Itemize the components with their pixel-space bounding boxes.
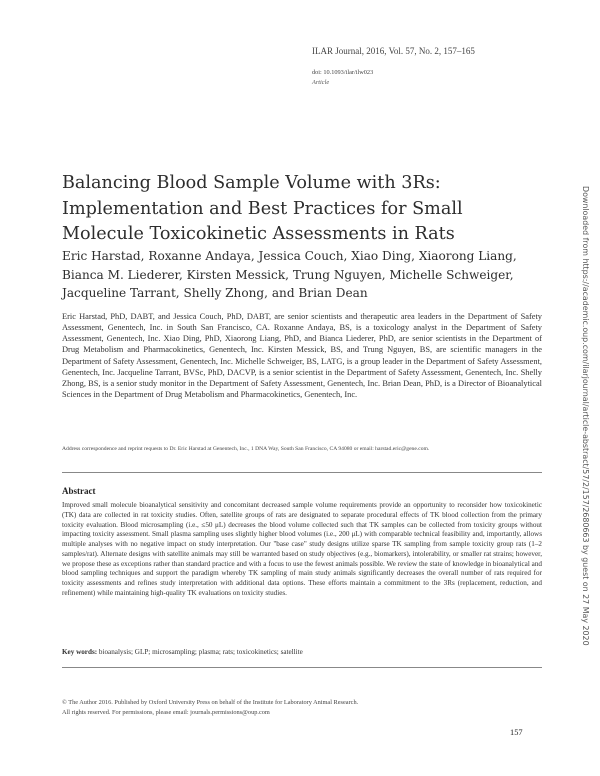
author-list: Eric Harstad, Roxanne Andaya, Jessica Couch, Xiao Ding, Xiaorong Liang, Bianca M. Liederer, Kirsten Messick, Trung Nguyen, Michelle Schweiger, Jacqueline Tarrant, Shelly Zhong, and Brian Dean bbox=[62, 249, 517, 301]
author-affiliations: Eric Harstad, PhD, DABT, and Jessica Couch, PhD, DABT, are senior scientists and therapeutic area leaders in the Department of Safety Assessment, Genentech, Inc. in South San Francisco, CA. Roxanne Andaya, BS, is a toxicology analyst in the Department of Safety Assessment, Genentech, Inc. Xiao Ding, PhD, Xiaorong Liang, PhD, and Bianca Liederer, PhD, are senior scientists in the Department of Drug Metabolism and Pharmacokinetics, Genentech, Inc. Kirsten Messick, BS, and Trung Nguyen, BS, are scientific managers in the Department of Safety Assessment, Genentech, Inc. Michelle Schweiger, BS, LATG, is a group leader in the Department of Safety Assessment, Genentech, Inc. Jacqueline Tarrant, BVSc, PhD, DACVP, is a senior scientist in the Department of Safety Assessment, Genentech, Inc. Shelly Zhong, BS, is a senior study monitor in the Department of Safety Assessment, Genentech, Inc. Brian Dean, PhD, is a Director of Bioanalytical Sciences in the Department of Drug Metabolism and Pharmacokinetics, Genentech, Inc. bbox=[62, 312, 542, 400]
keywords-text: bioanalysis; GLP; microsampling; plasma; rats; toxicokinetics; satellite bbox=[98, 648, 303, 656]
copyright-notice bbox=[62, 698, 542, 718]
abstract-body: Improved small molecule bioanalytical sensitivity and concomitant decreased sample volume requirements provide an opportunity to reconsider how toxicokinetic (TK) data are collected in rat toxicity studies. Often, satellite groups of rats are designated to separate procedural effects of TK blood collection from the primary toxicity evaluation. Blood microsampling (i.e., ≤50 μL) decreases the blood volume collected such that TK samples can be collected from toxicity groups without impacting toxicity assessment. Small plasma sampling uses slightly higher blood volumes (i.e., 200 μL) with comparable technical feasibility and, importantly, allows multiple analyses with no negative impact on study interpretation. Our "base case" study designs utilize sparse TK sampling from sample toxicity group rats (1–2 samples/rat). Alternate designs with satellite animals may still be warranted based on study objectives (e.g., biomarkers), intolerability, or smaller rat strains; however, we propose these as exceptions rather than standard practice and with a focus to use the fewest animals possible. We review the state of knowledge in bioanalytical and blood sampling techniques and support the paradigm whereby TK sampling of main study animals significantly decreases the overall number of rats required for toxicity assessments and refines study interpretation with additional data options. These efforts maintain a commitment to the 3Rs (replacement, reduction, and refinement) while maintaining high-quality TK evaluations on toxicity studies. bbox=[62, 501, 542, 597]
keywords-label: Key words: bbox=[62, 648, 98, 656]
keywords-line bbox=[62, 648, 542, 656]
copyright-line-1: © The Author 2016. Published by Oxford University Press on behalf of the Institute for Laboratory Animal Research. bbox=[62, 699, 359, 706]
correspondence-address: Address correspondence and reprint requests to Dr. Eric Harstad at Genentech, Inc., 1 DNA Way, South San Francisco, CA 94080 or email: harstad.eric@gene.com. bbox=[62, 446, 430, 452]
download-sidebar bbox=[578, 186, 588, 686]
abstract-heading: Abstract bbox=[62, 486, 96, 496]
journal-citation: ILAR Journal, 2016, Vol. 57, No. 2, 157–165 bbox=[312, 46, 475, 56]
copyright-line-2: All rights reserved. For permissions, please email: journals.permissions@oup.com bbox=[62, 709, 270, 716]
abstract-bottom-divider bbox=[62, 667, 542, 668]
page-number: 157 bbox=[510, 728, 523, 737]
article-title: Balancing Blood Sample Volume with 3Rs: Implementation and Best Practices for Small Molecule Toxicokinetic Assessments in Rats bbox=[62, 173, 463, 244]
abstract-top-divider bbox=[62, 472, 542, 473]
download-note: Downloaded from https://academic.oup.com/ilarjournal/article-abstract/57/2/157/2680663 by guest on 27 May 2020 bbox=[581, 186, 590, 646]
doi-link[interactable]: doi: 10.1093/ilar/ilw023 bbox=[312, 69, 374, 76]
article-type-label: Article bbox=[312, 79, 330, 86]
